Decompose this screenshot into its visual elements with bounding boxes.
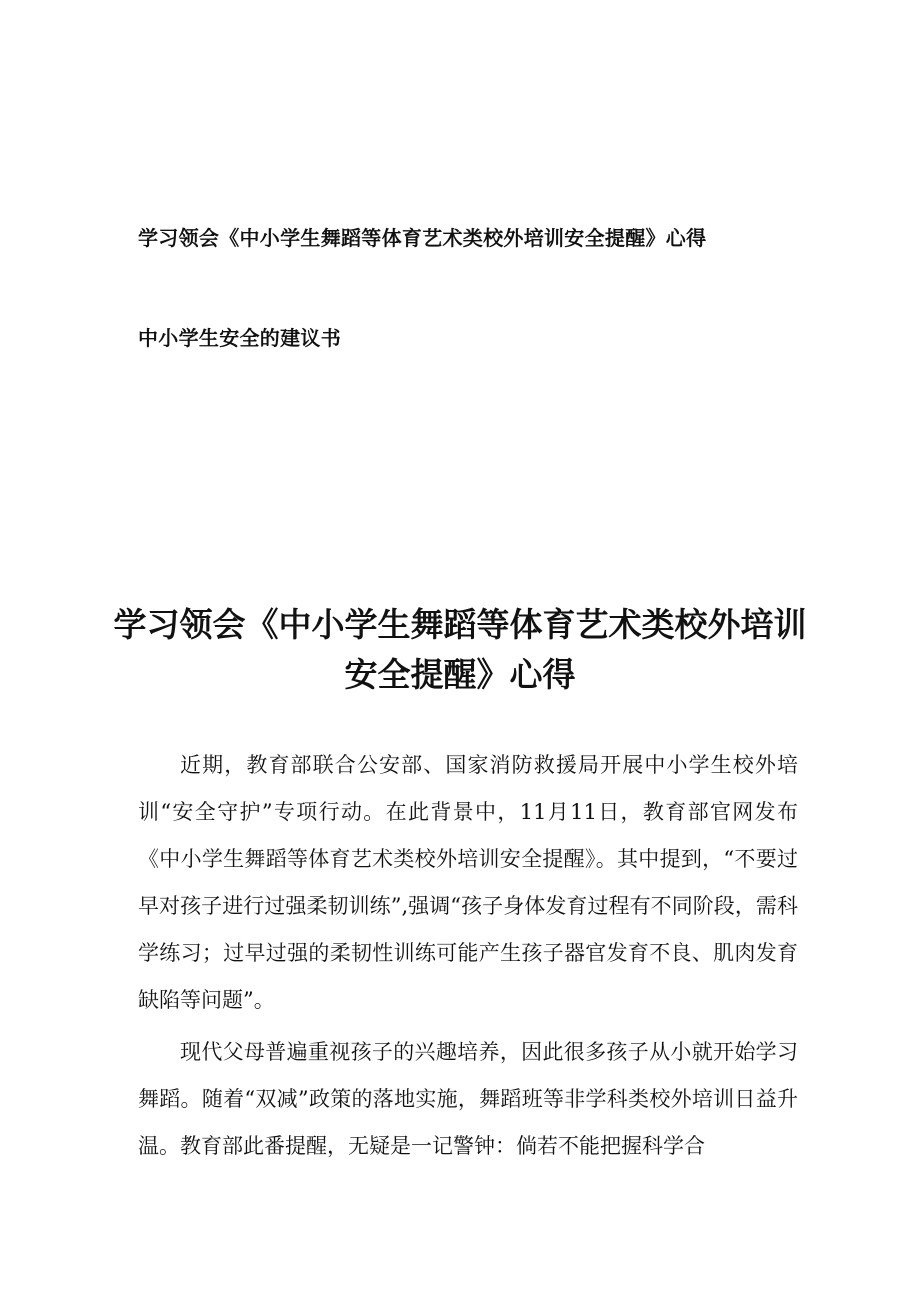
article-body: [138, 742, 798, 1175]
paragraph-2: 现代父母普遍重视孩子的兴趣培养，因此很多孩子从小就开始学习舞蹈。随着“双减”政策的落地实施，舞蹈班等非学科类校外培训日益升温。教育部此番提醒，无疑是一记警钟：倘若不能把握科学合: [138, 1040, 798, 1158]
toc-item-1[interactable]: 学习领会《中小学生舞蹈等体育艺术类校外培训安全提醒》心得: [138, 226, 707, 250]
toc-item-2[interactable]: 中小学生安全的建议书: [138, 326, 341, 350]
title-line-1: 学习领会《中小学生舞蹈等体育艺术类校外培训: [113, 605, 807, 644]
title-line-2: 安全提醒》心得: [344, 655, 576, 694]
paragraph-1: 近期，教育部联合公安部、国家消防救援局开展中小学生校外培训“安全守护”专项行动。在此背景中，11月11日，教育部官网发布《中小学生舞蹈等体育艺术类校外培训安全提醒》。其中提到，“不要过早对孩子进行过强柔韧训练”,强调“孩子身体发育过程有不同阶段，需科学练习；过早过强的柔韧性训练可能产生孩子器官发育不良、肌肉发育缺陷等问题”。: [138, 753, 798, 1012]
article-title: [100, 600, 820, 700]
